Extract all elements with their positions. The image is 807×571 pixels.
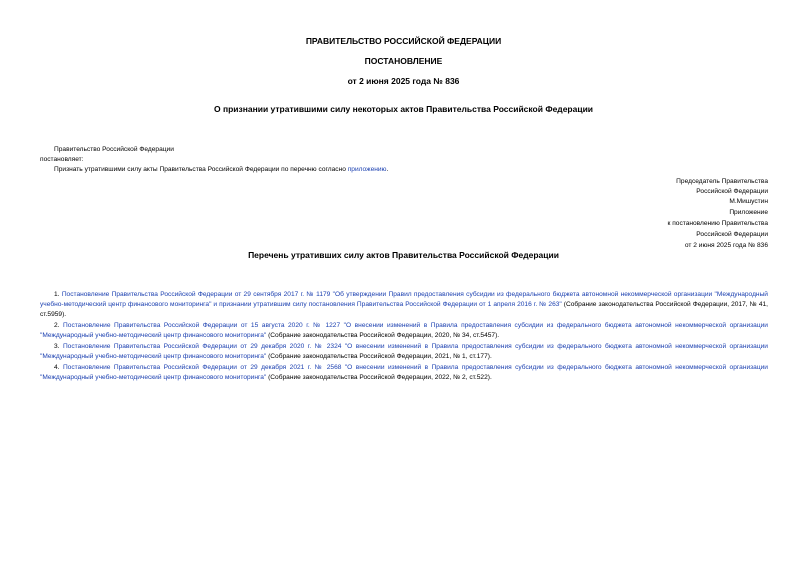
- list-item-number: 2.: [54, 322, 64, 329]
- list-item-source: (Собрание законодательства Российской Федерации, 2022, № 2, ст.522).: [266, 374, 492, 382]
- decision-text: Признать утратившими силу акты Правительства Российской Федерации по перечню согласно: [54, 166, 348, 173]
- list-item-source: (Собрание законодательства Российской Федерации, 2017, № 41, ст.5959).: [40, 301, 768, 319]
- decision-end: .: [386, 166, 389, 173]
- list-item-source: (Собрание законодательства Российской Федерации, 2021, № 1, ст.177).: [266, 353, 492, 361]
- appendix-ref-line-2: к постановлению Правительства: [667, 220, 768, 227]
- list-item-source: (Собрание законодательства Российской Федерации, 2020, № 34, ст.5457).: [266, 332, 500, 340]
- government-heading: ПРАВИТЕЛЬСТВО РОССИЙСКОЙ ФЕДЕРАЦИИ: [305, 36, 502, 46]
- act-link-2[interactable]: Постановление Правительства Российской Федерации от 15 августа 2020 г. № 1227 "О внесении изменений в Правила предоставления субсидии из федерального бюджета автономной некоммерческой организации "Международный учебно-методический центр финансового мониторинга": [40, 322, 768, 340]
- appendix-label: Приложение: [729, 209, 768, 216]
- date-number-heading: от 2 июня 2025 года № 836: [347, 76, 460, 86]
- appendix-link[interactable]: приложению: [347, 166, 387, 173]
- act-link-1[interactable]: Постановление Правительства Российской Федерации от 29 сентября 2017 г. № 1179 "Об утверждении Правил предоставления субсидии из федерального бюджета автономной некоммерческой организации "Международный учебно-методический центр финансового мониторинга" и признании утратившим силу постановления Правительства Российской Федерации от 1 апреля 2016 г. № 263": [40, 291, 768, 309]
- list-item-number: 3.: [54, 343, 63, 350]
- body-line-resolves: постановляет:: [40, 156, 84, 163]
- list-item: [40, 342, 768, 362]
- list-item-number: 1.: [54, 291, 62, 298]
- body-line-government: Правительство Российской Федерации: [54, 146, 174, 153]
- act-link-3[interactable]: Постановление Правительства Российской Федерации от 29 декабря 2020 г. № 2324 "О внесении изменений в Правила предоставления субсидии из федерального бюджета автономной некоммерческой организации "Международный учебно-методический центр финансового мониторинга": [40, 343, 768, 361]
- list-item: [40, 321, 768, 341]
- signature-position-2: Российской Федерации: [696, 188, 768, 195]
- list-item-number: 4.: [54, 364, 63, 371]
- list-title: Перечень утративших силу актов Правительства Российской Федерации: [248, 250, 559, 260]
- doc-type-heading: ПОСТАНОВЛЕНИЕ: [364, 56, 443, 66]
- body-line-decision: [54, 165, 388, 174]
- appendix-ref-date: от 2 июня 2025 года № 836: [684, 242, 768, 249]
- appendix-ref-line-3: Российской Федерации: [696, 231, 768, 238]
- signature-name: М.Мишустин: [729, 198, 768, 205]
- act-link-4[interactable]: Постановление Правительства Российской Федерации от 29 декабря 2021 г. № 2568 "О внесении изменений в Правила предоставления субсидии из федерального бюджета автономной некоммерческой организации "Международный учебно-методический центр финансового мониторинга": [40, 364, 768, 382]
- list-item: [40, 363, 768, 383]
- decree-title: О признании утратившими силу некоторых актов Правительства Российской Федерации: [213, 104, 594, 114]
- list-item: [40, 290, 768, 321]
- signature-position-1: Председатель Правительства: [676, 178, 768, 185]
